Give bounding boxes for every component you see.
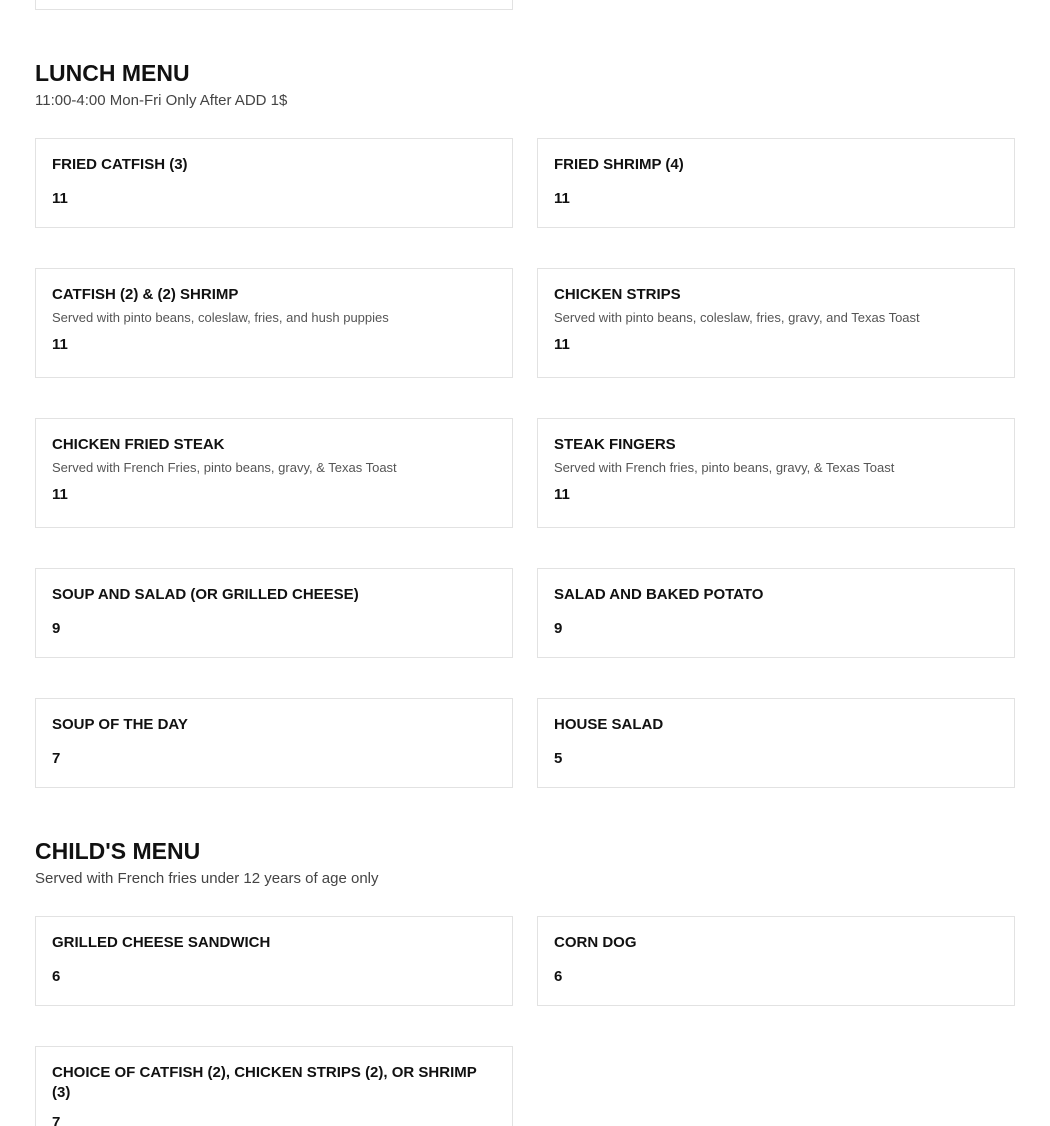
menu-item-price: 5 <box>554 750 563 767</box>
menu-item-description: Served with French Fries, pinto beans, gravy, & Texas Toast <box>52 460 397 475</box>
menu-item-card <box>537 418 1015 528</box>
menu-item-price: 11 <box>554 486 570 503</box>
menu-item-card <box>35 268 513 378</box>
menu-item-card <box>35 1046 513 1126</box>
menu-item-name: SALAD AND BAKED POTATO <box>554 586 764 603</box>
menu-item-price: 11 <box>52 486 68 503</box>
menu-item-price: 11 <box>52 336 68 353</box>
menu-item-name: CHOICE OF CATFISH (2), CHICKEN STRIPS (2), OR SHRIMP (3) <box>52 1064 477 1101</box>
menu-item-name: FRIED CATFISH (3) <box>52 156 188 173</box>
menu-item-card <box>35 138 513 228</box>
menu-item-name: SOUP OF THE DAY <box>52 716 188 733</box>
menu-item-price: 11 <box>52 190 68 207</box>
menu-item-card <box>537 698 1015 788</box>
menu-item-name: SOUP AND SALAD (OR GRILLED CHEESE) <box>52 586 359 603</box>
lunch-menu-title: LUNCH MENU <box>35 60 190 86</box>
lunch-menu-subtitle: 11:00-4:00 Mon-Fri Only After ADD 1$ <box>35 92 288 109</box>
menu-item-card <box>35 418 513 528</box>
menu-item-name: CHICKEN STRIPS <box>554 286 681 303</box>
menu-item-price: 7 <box>52 750 61 767</box>
menu-item-card <box>537 138 1015 228</box>
menu-item-description: Served with pinto beans, coleslaw, fries, and hush puppies <box>52 310 389 325</box>
child-menu-title: CHILD'S MENU <box>35 838 201 864</box>
menu-item-description: Served with pinto beans, coleslaw, fries, gravy, and Texas Toast <box>554 310 920 325</box>
menu-item-price: 7 <box>52 1114 61 1126</box>
menu-item-card <box>537 916 1015 1006</box>
menu-item-price: 9 <box>554 620 563 637</box>
menu-item-card <box>35 916 513 1006</box>
menu-item-card-partial <box>35 0 513 10</box>
menu-item-card <box>35 568 513 658</box>
child-menu-subtitle: Served with French fries under 12 years of age only <box>35 870 379 887</box>
menu-item-price: 9 <box>52 620 61 637</box>
menu-item-price: 6 <box>52 968 61 985</box>
menu-item-card <box>537 268 1015 378</box>
menu-item-price: 6 <box>554 968 563 985</box>
menu-item-name: CATFISH (2) & (2) SHRIMP <box>52 286 239 303</box>
menu-item-name: STEAK FINGERS <box>554 436 676 453</box>
menu-item-name: FRIED SHRIMP (4) <box>554 156 684 173</box>
menu-item-name: HOUSE SALAD <box>554 716 664 733</box>
menu-item-card <box>537 568 1015 658</box>
menu-item-name: CORN DOG <box>554 934 637 951</box>
menu-item-description: Served with French fries, pinto beans, gravy, & Texas Toast <box>554 460 895 475</box>
menu-item-price: 11 <box>554 190 570 207</box>
menu-item-name: GRILLED CHEESE SANDWICH <box>52 934 271 951</box>
menu-item-price: 11 <box>554 336 570 353</box>
menu-item-name: CHICKEN FRIED STEAK <box>52 436 225 453</box>
menu-item-card <box>35 698 513 788</box>
